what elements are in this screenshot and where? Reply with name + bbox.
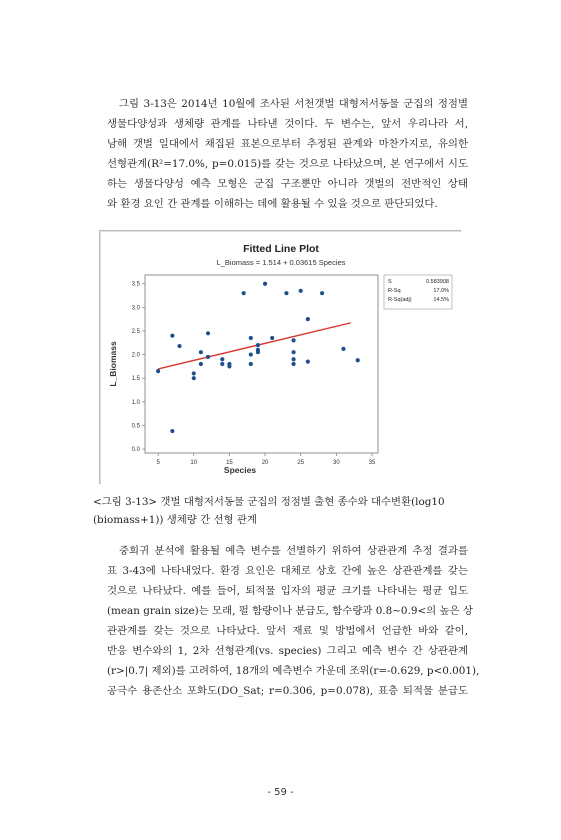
x-tick-label: 20: [261, 460, 269, 466]
data-point: [291, 338, 295, 342]
x-tick-label: 5: [156, 460, 160, 466]
intro-paragraph: [107, 94, 468, 214]
x-tick-label: 35: [368, 460, 376, 466]
y-tick-label: 3.0: [131, 305, 140, 312]
data-point: [206, 331, 210, 335]
data-point: [156, 369, 160, 373]
y-tick-label: 1.0: [131, 399, 140, 406]
text-line: (biomass+1)) 생체량 간 선형 관계: [93, 514, 257, 526]
stats-label-rsq-adj: R-Sq(adj): [388, 297, 412, 303]
data-point: [170, 334, 174, 338]
data-point: [249, 352, 253, 356]
data-point: [192, 376, 196, 380]
text-line: (r>|0.7| 제외)를 고려하여, 18개의 예측변수 가운데 조위(r=-0.629, p<0.001),: [107, 665, 480, 677]
stats-value-rsq: 17.0%: [433, 288, 449, 294]
data-point: [306, 360, 310, 364]
page-number: - 59 -: [267, 787, 294, 798]
text-line: 관관계를 갖는 것으로 나타났다. 앞서 재료 및 방법에서 언급한 바와 같이,: [107, 625, 468, 637]
text-line: 반응 변수와의 1, 2차 선형관계(vs. species) 그리고 예측 변수 간 상관관계: [107, 645, 468, 657]
data-point: [320, 291, 324, 295]
data-point: [299, 289, 303, 293]
data-point: [256, 350, 260, 354]
stats-value-rsq-adj: 14.5%: [433, 297, 449, 303]
y-tick-label: 1.5: [131, 376, 140, 383]
stats-label-rsq: R-Sq: [388, 288, 401, 294]
x-axis-label: Species: [223, 465, 257, 475]
y-tick-label: 0.0: [131, 447, 140, 453]
data-point: [249, 362, 253, 366]
y-tick-label: 2.5: [131, 328, 140, 335]
data-point: [199, 350, 203, 354]
figure-caption: [93, 493, 473, 529]
x-tick-label: 30: [333, 460, 340, 466]
y-tick-label: 3.5: [131, 281, 140, 288]
text-line: 생물다양성과 생체량 관계를 나타낸 것이다. 두 변수는, 앞서 우리나라 서,: [107, 118, 468, 130]
x-tick-label: 15: [226, 460, 233, 466]
chart-subtitle: L_Biomass = 1.514 + 0.03615 Species: [216, 258, 346, 267]
data-point: [270, 336, 274, 340]
data-point: [177, 344, 181, 348]
stats-box: [384, 275, 452, 309]
data-point: [263, 282, 267, 286]
data-point: [284, 291, 288, 295]
text-line: 그림 3-13은 2014년 10월에 조사된 서천갯벌 대형저서동물 군집의 정점별: [119, 98, 468, 110]
data-point: [291, 350, 295, 354]
data-point: [256, 343, 260, 347]
data-point: [242, 291, 246, 295]
text-line: 남해 갯벌 일대에서 채집된 표본으로부터 추정된 관계와 마찬가지로, 유의한: [107, 138, 468, 150]
data-point: [199, 362, 203, 366]
data-point: [170, 429, 174, 433]
data-point: [291, 362, 295, 366]
fitted-line-plot-figure: [99, 230, 461, 484]
text-line: 것으로 나타났다. 예를 들어, 퇴적물 입자의 평균 크기를 나타내는 평균 입도: [107, 585, 468, 597]
x-tick-label: 10: [190, 460, 198, 466]
data-point: [306, 317, 310, 321]
text-line: (mean grain size)는 모래, 펄 함량이나 분급도, 함수량과 0.8~0.9<의 높은 상: [107, 605, 473, 617]
text-line: 와 환경 요인 간 관계를 이해하는 데에 활용될 수 있을 것으로 판단되었다.: [107, 198, 438, 210]
data-point: [192, 371, 196, 375]
data-point: [356, 358, 360, 362]
text-line: <그림 3-13> 갯벌 대형저서동물 군집의 정점별 출현 종수와 대수변환(log10: [93, 496, 445, 508]
data-point: [291, 357, 295, 361]
text-line: 중회귀 분석에 활용될 예측 변수를 선별하기 위하여 상관관계 추정 결과를: [119, 545, 468, 557]
data-point: [227, 362, 231, 366]
regression-paragraph: [107, 541, 480, 701]
data-point: [220, 357, 224, 361]
y-tick-label: 0.5: [131, 423, 140, 430]
text-line: 선형관계(R²=17.0%, p=0.015)를 갖는 것으로 나타났으며, 본 연구에서 시도: [107, 158, 468, 170]
data-point: [249, 336, 253, 340]
data-point: [341, 347, 345, 351]
x-tick-label: 25: [297, 460, 305, 466]
data-point: [220, 362, 224, 366]
fitted-line-plot-chart: [100, 231, 462, 485]
stats-label-s: S: [388, 279, 392, 285]
data-point: [206, 355, 210, 359]
text-line: 표 3-43에 나타내었다. 환경 요인은 대체로 상호 간에 높은 상관관계를 갖는: [107, 565, 468, 577]
text-line: 공극수 용존산소 포화도(DO_Sat; r=0.306, p=0.078), 표층 퇴적물 분급도: [107, 685, 468, 697]
y-tick-label: 2.0: [131, 352, 140, 359]
stats-value-s: 0.583908: [426, 279, 449, 285]
y-axis-label: L_Biomass: [108, 341, 118, 387]
text-line: 하는 생물다양성 예측 모형은 군집 구조뿐만 아니라 갯벌의 전반적인 상태: [107, 178, 468, 190]
chart-title: Fitted Line Plot: [243, 243, 319, 255]
